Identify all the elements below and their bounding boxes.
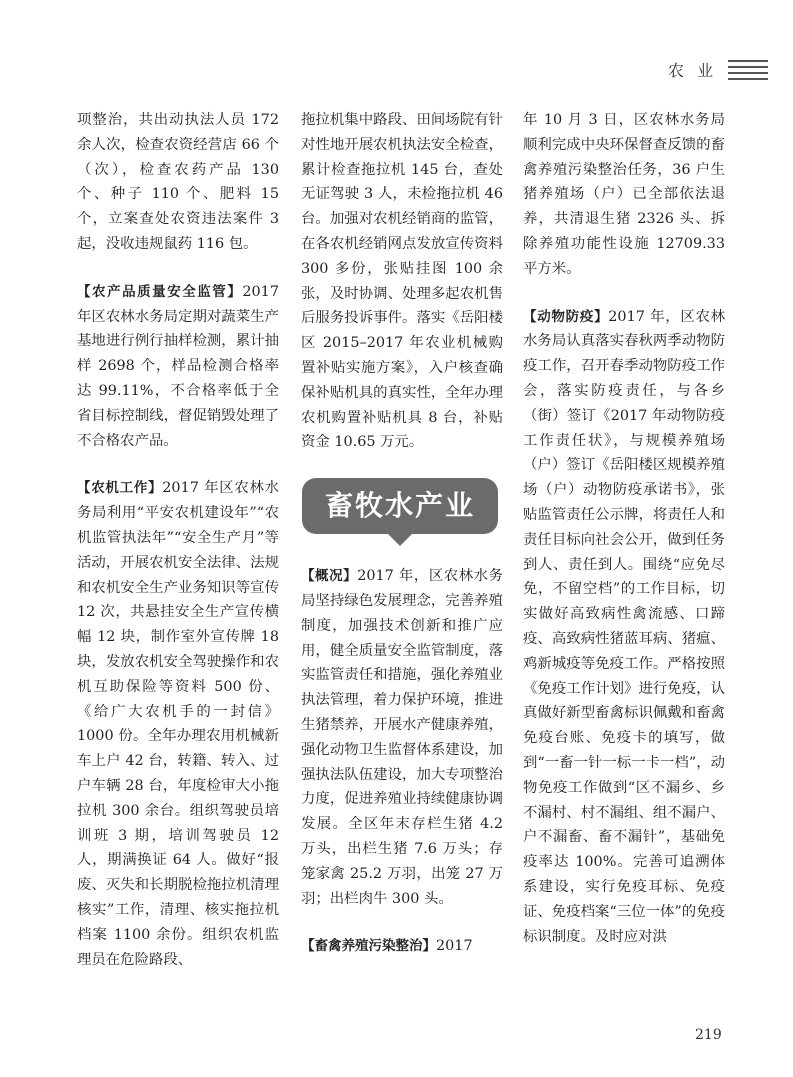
- paragraph: 【动物防疫】2017 年，区农林水务局认真落实春秋两季动物防疫工作，召开春季动物防疫工作会，落实防疫责任，与各乡（街）签订《2017 年动物防疫工作责任状》，与规模养殖场（户）签订《岳阳楼区规模养殖场（户）动物防疫承诺书》，张贴监管责任公示牌，将责任人和责任目标向社会公开，做到任务到人、责任到人。围绕“应免尽免，不留空档”的工作目标，切实做好高致病性禽流感、口蹄疫、高致病性猪蓝耳病、猪瘟、鸡新城疫等免疫工作。严格按照《免疫工作计划》进行免疫，认真做好新型畜禽标识佩戴和畜禽免疫台账、免疫卡的填写，做到“一畜一针一标一卡一档”，动物免疫工作做到“区不漏乡、乡不漏村、村不漏组、组不漏户、户不漏畜、畜不漏针”，基础免疫率达 100%。完善可追溯体系建设，实行免疫耳标、免疫证、免疫档案“三位一体”的免疫标识制度。及时应对洪: [523, 308, 725, 945]
- section-title-banner: 畜牧水产业: [302, 478, 498, 534]
- paragraph: 【农产品质量安全监管】2017 年区农林水务局定期对蔬菜生产基地进行例行抽样检测，累计抽样 2698 个，样品检测合格率达 99.11%，不合格率低于全省目标控制线，督促销毁处理了不合格农产品。: [77, 283, 279, 449]
- page-number: 219: [695, 1027, 722, 1043]
- section-keyword: 【农产品质量安全监管】: [77, 283, 243, 300]
- paragraph: 项整治，共出动执法人员 172 余人次，检查农资经营店 66 个（次），检查农药产品 130 个、种子 110 个、肥料 15 个，立案查处农资违法案件 3 起，没收违规鼠药 116 包。: [77, 112, 279, 252]
- running-header-title: 农 业: [668, 61, 718, 80]
- paragraph: 拖拉机集中路段、田间场院有针对性地开展农机执法安全检查，累计检查拖拉机 145 台，查处无证驾驶 3 人，未检拖拉机 46 台。加强对农机经销商的监管，在各农机经销网点发放宣传资料 300 多份，张贴挂图 100 余张，及时协调、处理多起农机售后服务投诉事件。落实《岳阳楼区 2015–2017 年农业机械购置补贴实施方案》，入户核查确保补贴机具的真实性，全年办理农机购置补贴机具 8 台，补贴资金 10.65 万元。: [301, 112, 503, 451]
- column-3: [523, 108, 725, 972]
- paragraph: 【农机工作】2017 年区农林水务局利用“平安农机建设年”“农机监管执法年”“安全生产月”等活动，开展农机安全法律、法规和农机安全生产业务知识等宣传 12 次，共悬挂安全生产宣传横幅 12 块，制作室外宣传牌 18 块，发放农机安全驾驶操作和农机互助保险等资料 500 份、《给广大农机手的一封信》1000 份。全年办理农用机械新车上户 42 台，转籍、转入、过户车辆 28 台，年度检审大小拖拉机 300 余台。组织驾驶员培训班 3 期，培训驾驶员 12 人，期满换证 64 人。做好“报废、灭失和长期脱检拖拉机清理核实”工作，清理、核实拖拉机档案 1100 余份。组织农机监理员在危险路段、: [77, 480, 279, 968]
- column-1: [77, 108, 279, 995]
- column-2: [301, 108, 503, 982]
- paragraph: 【概况】2017 年，区农林水务局坚持绿色发展理念，完善养殖制度，加强技术创新和推广应用，健全质量安全监管制度，落实监管责任和措施，强化养殖业执法管理，着力保护环境，推进生猪禁养，开展水产健康养殖，强化动物卫生监督体系建设，加强执法队伍建设，加大专项整治力度，促进养殖业持续健康协调发展。全区年末存栏生猪 4.2 万头，出栏生猪 7.6 万头；存笼家禽 25.2 万羽，出笼 27 万羽；出栏肉牛 300 头。: [301, 568, 504, 907]
- section-keyword: 【动物防疫】: [523, 308, 609, 325]
- section-keyword: 【畜禽养殖污染整治】: [301, 938, 436, 955]
- section-keyword: 【农机工作】: [77, 480, 163, 497]
- paragraph: 年 10 月 3 日，区农林水务局顺利完成中央环保督查反馈的畜禽养殖污染整治任务，36 户生猪养殖场（户）已全部依法退养，共清退生猪 2326 头、拆除养殖功能性设施 12709.33 平方米。: [523, 112, 725, 277]
- header-decorative-lines: [728, 60, 768, 82]
- paragraph: 【畜禽养殖污染整治】2017: [301, 938, 473, 955]
- section-keyword: 【概况】: [301, 568, 358, 585]
